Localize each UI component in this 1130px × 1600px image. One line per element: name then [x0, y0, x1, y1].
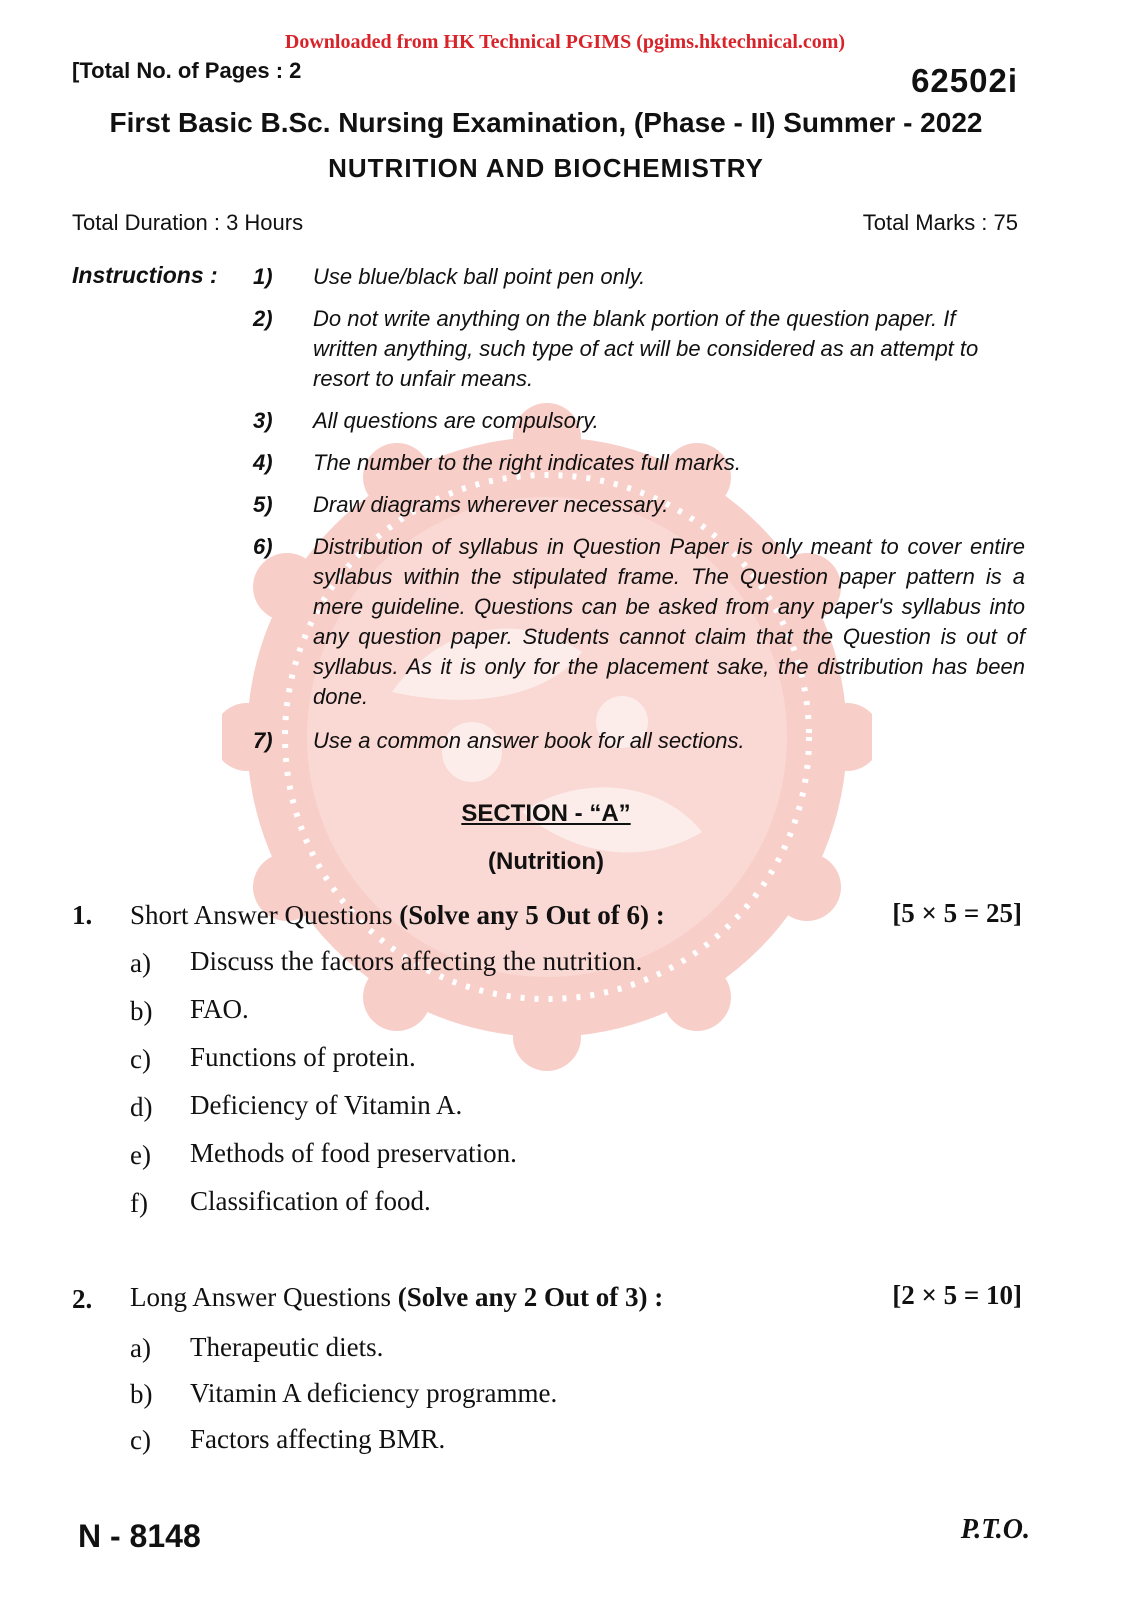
part-label: f) [130, 1188, 148, 1218]
total-duration: Total Duration : 3 Hours [72, 210, 304, 235]
instruction-number: 3) [253, 408, 273, 433]
question-number: 2. [72, 1284, 93, 1314]
instruction-text: Do not write anything on the blank portion of the question paper. If written anything, such type of act will be considered as an attempt to resort to unfair means. [313, 306, 979, 391]
part-text: Functions of protein. [190, 1042, 416, 1072]
question-marks: [5 × 5 = 25] [892, 898, 1022, 928]
part-label: a) [130, 948, 151, 978]
instruction-number: 5) [253, 492, 273, 517]
total-marks: Total Marks : 75 [862, 210, 1018, 235]
part-label: b) [130, 996, 153, 1026]
exam-title: First Basic B.Sc. Nursing Examination, (Phase - II) Summer - 2022 [109, 107, 983, 138]
part-label: c) [130, 1044, 151, 1074]
instruction-number: 6) [253, 534, 273, 559]
instruction-text: The number to the right indicates full marks. [313, 450, 741, 475]
total-pages: [Total No. of Pages : 2 [72, 58, 302, 83]
part-text: Deficiency of Vitamin A. [190, 1090, 463, 1120]
question-choice: (Solve any 5 Out of 6) : [399, 900, 665, 930]
question-choice: (Solve any 2 Out of 3) : [397, 1282, 664, 1312]
question-marks: [2 × 5 = 10] [892, 1280, 1022, 1310]
section-title: SECTION - “A” [461, 800, 631, 827]
instruction-text: Use a common answer book for all sections. [313, 728, 745, 753]
section-subtitle: (Nutrition) [488, 848, 604, 875]
instruction-number: 7) [253, 728, 273, 753]
download-note: Downloaded from HK Technical PGIMS (pgims.hktechnical.com) [284, 31, 846, 53]
subject-title: NUTRITION AND BIOCHEMISTRY [328, 153, 764, 183]
part-label: b) [130, 1379, 153, 1409]
part-label: c) [130, 1425, 151, 1455]
question-heading [130, 900, 665, 931]
instruction-text: Use blue/black ball point pen only. [313, 264, 646, 289]
instruction-text: All questions are compulsory. [313, 408, 599, 433]
question-lead: Long Answer Questions [130, 1282, 391, 1312]
instruction-text: Draw diagrams wherever necessary. [313, 492, 669, 517]
instruction-text: Distribution of syllabus in Question Paper is only meant to cover entire syllabus within the stipulated frame. The Question paper pattern is a mere guideline. Questions can be asked from any paper's syllabus into any question paper. Students cannot claim that the Question is out of syllabus. As it is only for the placement sake, the distribution has been done. [313, 534, 1025, 709]
instruction-number: 4) [253, 450, 273, 475]
part-text: Factors affecting BMR. [190, 1424, 446, 1454]
part-label: a) [130, 1333, 151, 1363]
paper-number: N - 8148 [78, 1518, 201, 1554]
question-number: 1. [72, 900, 93, 930]
part-text: Therapeutic diets. [190, 1332, 384, 1362]
instruction-number: 2) [253, 306, 273, 331]
part-text: Discuss the factors affecting the nutrition. [190, 946, 643, 976]
pto-note: P.T.O. [960, 1514, 1030, 1545]
part-text: Vitamin A deficiency programme. [190, 1378, 558, 1408]
question-lead: Short Answer Questions [130, 900, 393, 930]
instruction-number: 1) [253, 264, 273, 289]
part-text: Methods of food preservation. [190, 1138, 517, 1168]
part-label: e) [130, 1140, 151, 1170]
part-text: FAO. [190, 994, 249, 1024]
part-label: d) [130, 1092, 153, 1122]
paper-code: 62502i [911, 62, 1018, 99]
instructions-label: Instructions : [72, 262, 218, 288]
question-heading [130, 1282, 663, 1313]
part-text: Classification of food. [190, 1186, 431, 1216]
